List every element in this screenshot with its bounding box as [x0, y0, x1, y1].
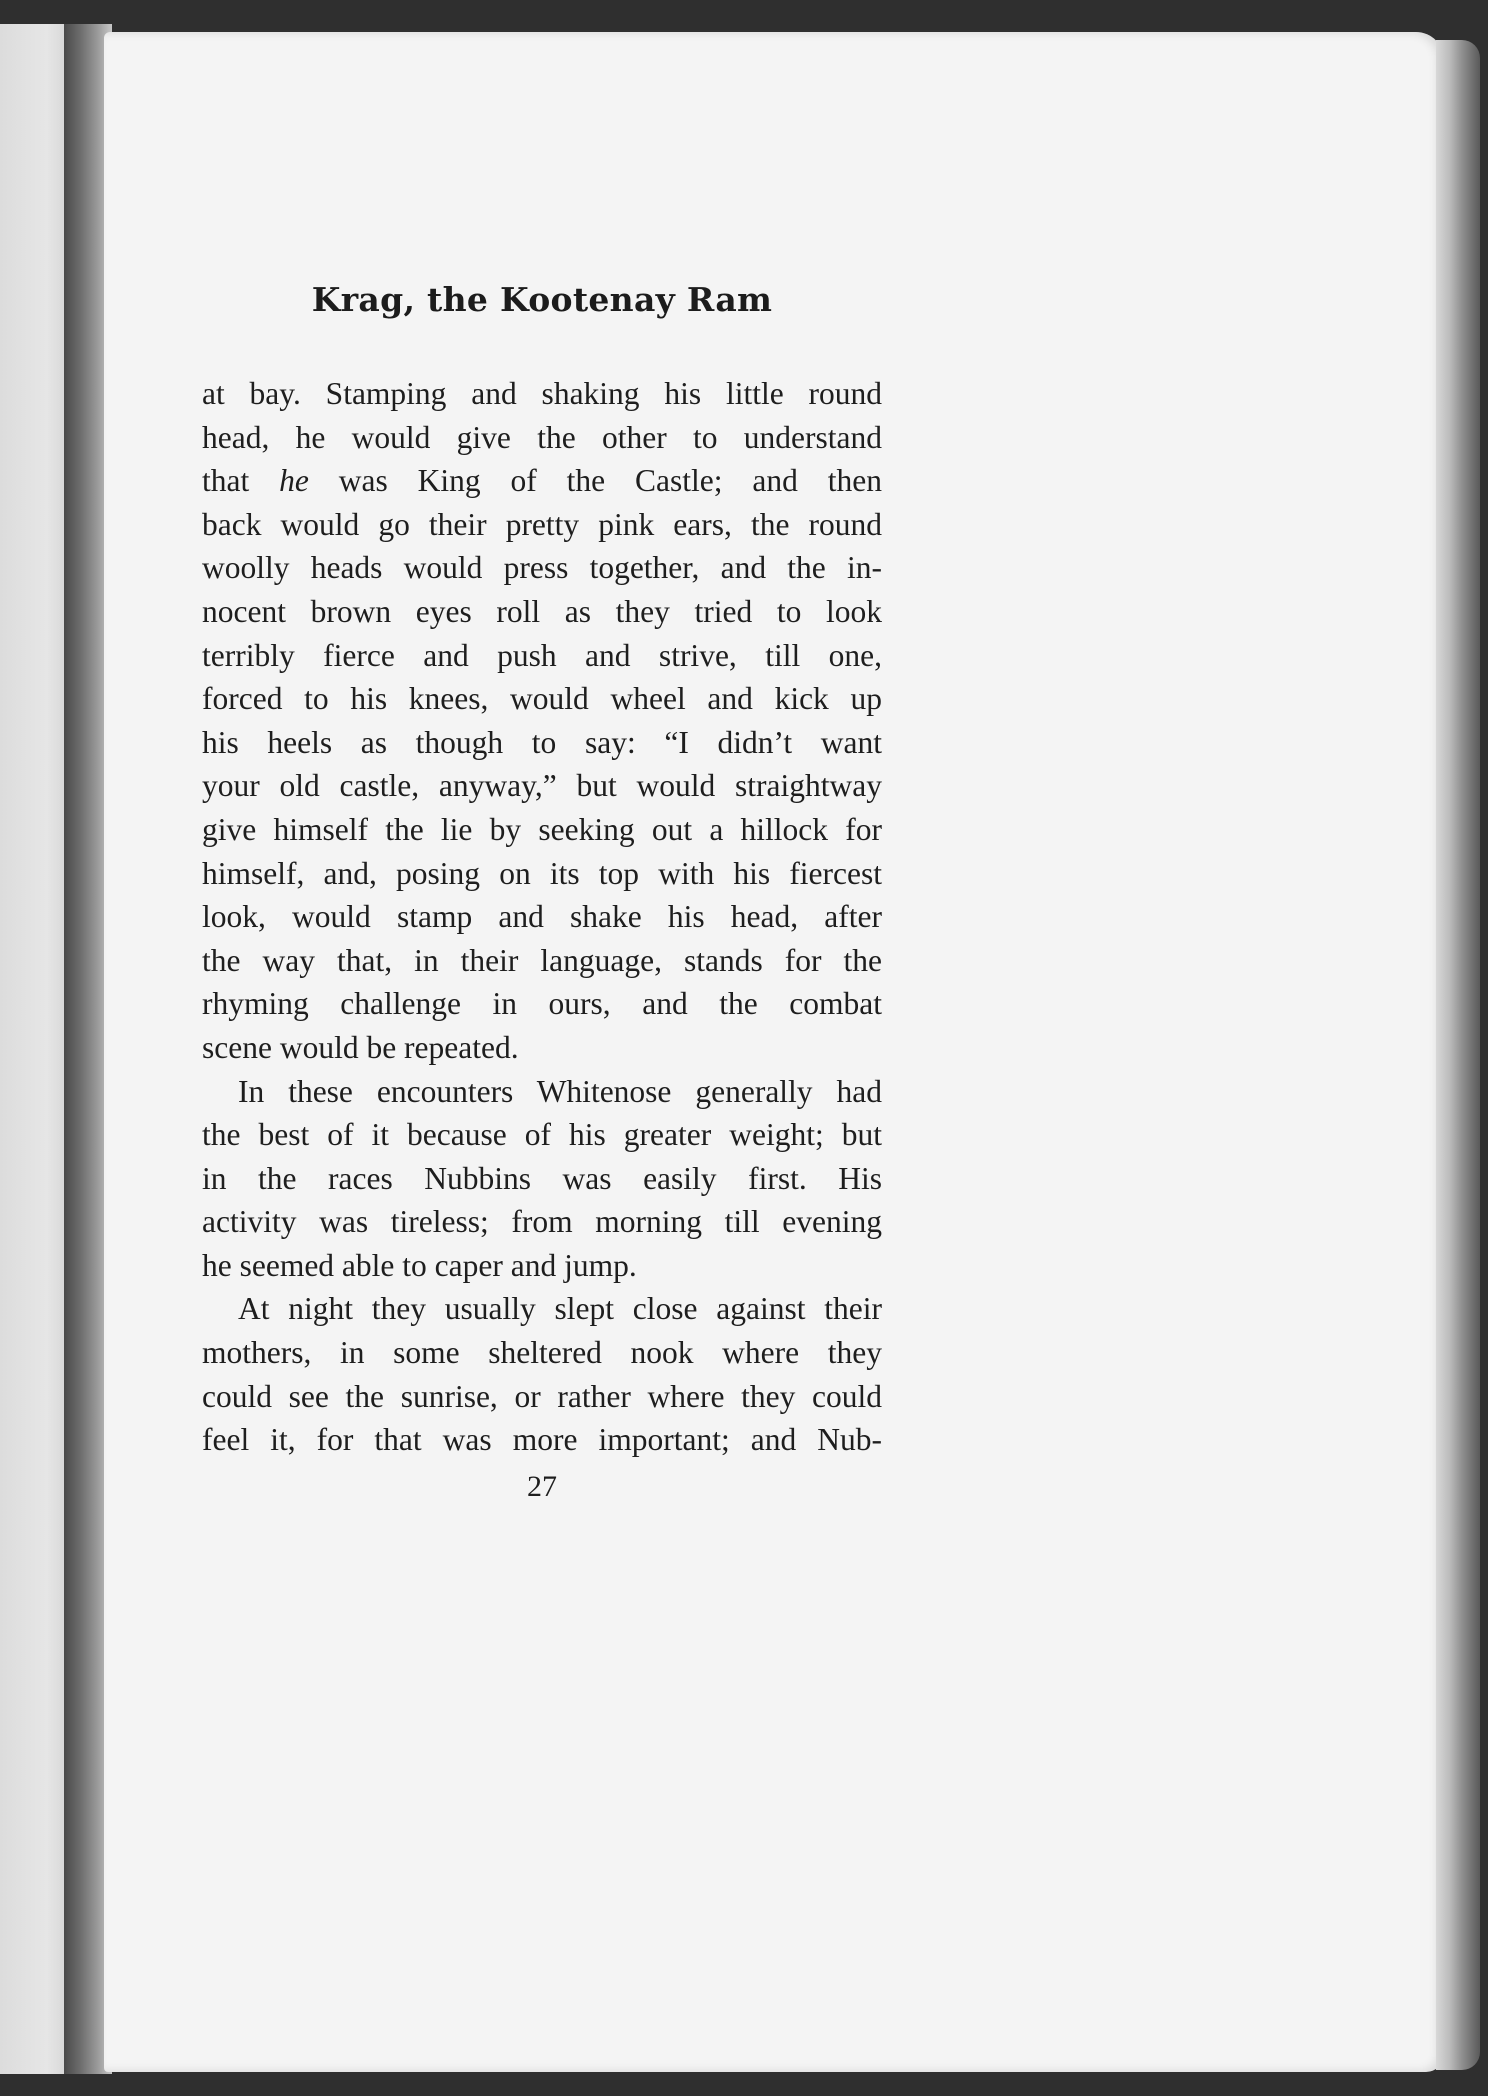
- text-line: his heels as though to say: “I didn’t want: [202, 724, 882, 760]
- text-line: activity was tireless; from morning till evening: [202, 1204, 882, 1240]
- text-line: look, would stamp and shake his head, after: [202, 899, 882, 935]
- text-line: rhyming challenge in ours, and the combat: [202, 986, 882, 1022]
- text-line-with-italic: [202, 459, 882, 503]
- text-line: In these encounters Whitenose generally had: [238, 1073, 882, 1109]
- body-text: [202, 372, 882, 1462]
- text-line: nocent brown eyes roll as they tried to look: [202, 593, 882, 629]
- text-line: at bay. Stamping and shaking his little round: [202, 376, 882, 411]
- paragraph-3: [202, 1287, 882, 1461]
- text-line: At night they usually slept close against their: [238, 1291, 882, 1327]
- page-number: 27: [527, 1470, 557, 1503]
- text-fragment: was King of the Castle; and then: [308, 463, 882, 499]
- text-line: forced to his knees, would wheel and kick up: [202, 681, 882, 717]
- page-fore-edge: [1436, 40, 1480, 2070]
- text-line: scene would be repeated.: [202, 1029, 519, 1065]
- text-line: your old castle, anyway,” but would straightway: [202, 768, 882, 804]
- text-line: head, he would give the other to understand: [202, 419, 882, 455]
- paragraph-1: [202, 372, 882, 1070]
- text-line: woolly heads would press together, and the in-: [202, 550, 882, 586]
- text-line: feel it, for that was more important; and Nub-: [202, 1422, 882, 1458]
- text-fragment: that: [202, 463, 280, 499]
- running-head: Krag, the Kootenay Ram: [311, 280, 773, 319]
- text-line: mothers, in some sheltered nook where they: [202, 1335, 882, 1371]
- text-line: in the races Nubbins was easily first. His: [202, 1160, 882, 1196]
- paragraph-2: [202, 1070, 882, 1288]
- text-line: back would go their pretty pink ears, the round: [202, 506, 882, 542]
- text-line: terribly fierce and push and strive, till one,: [202, 637, 882, 673]
- text-line: the way that, in their language, stands for the: [202, 942, 882, 978]
- text-line: he seemed able to caper and jump.: [202, 1247, 637, 1283]
- italic-word: he: [279, 463, 309, 499]
- text-line: himself, and, posing on its top with his fiercest: [202, 855, 882, 891]
- text-line: give himself the lie by seeking out a hillock for: [202, 811, 882, 847]
- text-line: could see the sunrise, or rather where they could: [202, 1378, 882, 1414]
- text-line: the best of it because of his greater weight; but: [202, 1117, 882, 1153]
